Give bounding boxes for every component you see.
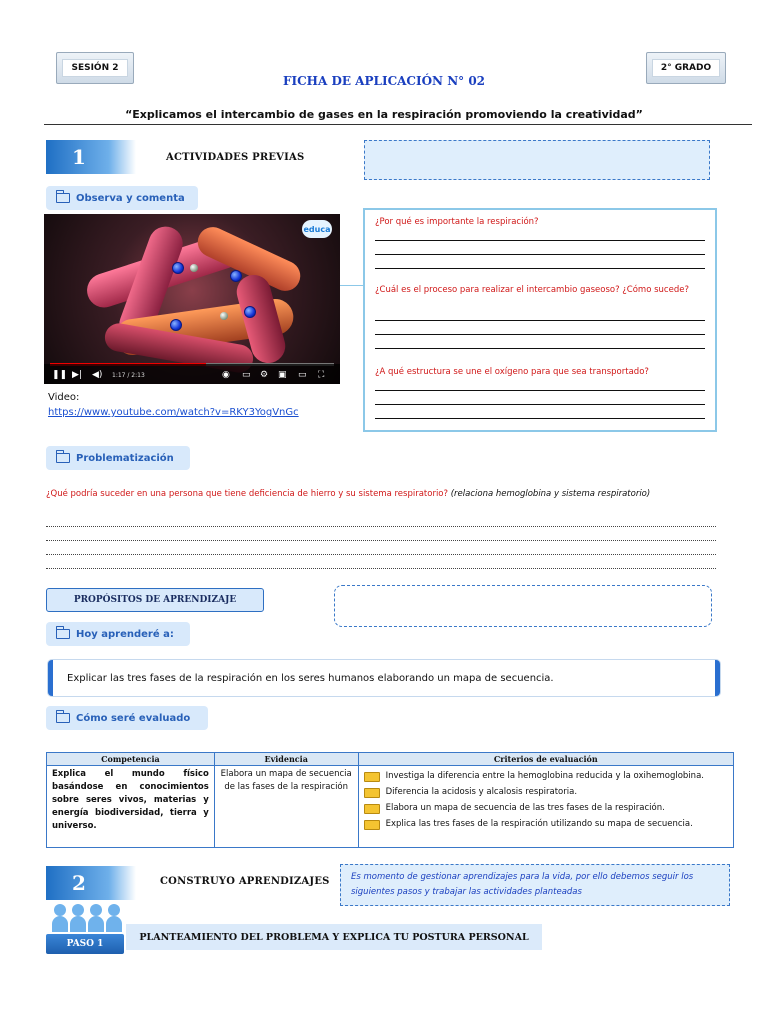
section-number-1: 1 bbox=[46, 140, 136, 174]
answer-line[interactable] bbox=[375, 418, 705, 419]
folder-icon bbox=[364, 788, 380, 798]
answer-line[interactable] bbox=[375, 254, 705, 255]
section-title-build-learning: CONSTRUYO APRENDIZAJES bbox=[160, 876, 330, 887]
question-2: ¿Cuál es el proceso para realizar el intercambio gaseoso? ¿Cómo sucede? bbox=[375, 285, 689, 295]
answer-line[interactable] bbox=[46, 554, 716, 555]
criterion-text: Elabora un mapa de secuencia de las tres fases de la respiración. bbox=[385, 803, 665, 813]
criterion-item bbox=[364, 786, 728, 799]
learn-tag bbox=[46, 622, 190, 646]
iron-atom bbox=[190, 264, 198, 272]
step-1-title: PLANTEAMIENTO DEL PROBLEMA Y EXPLICA TU POSTURA PERSONAL bbox=[126, 924, 542, 950]
answer-line[interactable] bbox=[375, 240, 705, 241]
session-label: SESIÓN 2 bbox=[62, 59, 127, 77]
iron-atom bbox=[220, 312, 228, 320]
people-icon bbox=[88, 904, 104, 932]
questions-panel bbox=[363, 208, 717, 432]
subtitles-icon[interactable]: ▭ bbox=[242, 370, 251, 380]
problem-question-text: ¿Qué podría suceder en una persona que tiene deficiencia de hierro y su sistema respiratorio? bbox=[46, 489, 449, 499]
table-row bbox=[47, 766, 734, 848]
folder-icon bbox=[364, 772, 380, 782]
section-1-note-box bbox=[364, 140, 710, 180]
folder-icon bbox=[56, 629, 70, 639]
folder-icon bbox=[364, 804, 380, 814]
video-player[interactable] bbox=[44, 214, 340, 384]
criterion-item bbox=[364, 802, 728, 815]
people-icon bbox=[70, 904, 86, 932]
people-icon bbox=[106, 904, 122, 932]
problem-tag-label: Problematización bbox=[76, 452, 174, 464]
purposes-note-box bbox=[334, 585, 712, 627]
answer-line[interactable] bbox=[375, 320, 705, 321]
section-number-2: 2 bbox=[46, 866, 136, 900]
people-icon bbox=[52, 904, 68, 932]
folder-icon bbox=[56, 453, 70, 463]
volume-icon[interactable]: ◀) bbox=[92, 370, 103, 380]
learning-goal: Explicar las tres fases de la respiración en los seres humanos elaborando un mapa de secuencia. bbox=[48, 660, 720, 696]
problem-question bbox=[46, 487, 726, 502]
page-title: FICHA DE APLICACIÓN N° 02 bbox=[282, 74, 486, 88]
oxygen-molecule bbox=[230, 270, 242, 282]
answer-line[interactable] bbox=[375, 268, 705, 269]
title-divider bbox=[44, 124, 752, 125]
problem-hint: (relaciona hemoglobina y sistema respiratorio) bbox=[450, 489, 651, 499]
criterion-item bbox=[364, 770, 728, 783]
learn-tag-label: Hoy aprenderé a: bbox=[76, 628, 174, 640]
grade-label: 2° GRADO bbox=[652, 59, 720, 77]
column-header-criterios: Criterios de evaluación bbox=[358, 753, 733, 766]
oxygen-molecule bbox=[170, 319, 182, 331]
question-1: ¿Por qué es importante la respiración? bbox=[375, 217, 539, 227]
criterios-cell bbox=[358, 766, 733, 848]
evaluation-table bbox=[46, 752, 734, 848]
folder-icon bbox=[56, 713, 70, 723]
criterion-text: Investiga la diferencia entre la hemoglobina reducida y la oxihemoglobina. bbox=[385, 771, 704, 781]
video-link[interactable]: https://www.youtube.com/watch?v=RKY3YogVnGc bbox=[48, 407, 299, 418]
autoplay-toggle[interactable]: ◉ bbox=[222, 370, 230, 380]
fullscreen-icon[interactable]: ⛶ bbox=[318, 370, 325, 380]
section-title-previous-activities: ACTIVIDADES PREVIAS bbox=[166, 152, 305, 163]
miniplayer-icon[interactable]: ▣ bbox=[278, 370, 287, 380]
connector-line bbox=[340, 285, 363, 286]
column-header-competencia: Competencia bbox=[47, 753, 215, 766]
competencia-cell: Explica el mundo físico basándose en conocimientos sobre seres vivos, materias y energía biodiversidad, tierra y universo. bbox=[47, 766, 215, 848]
page-subtitle: “Explicamos el intercambio de gases en la respiración promoviendo la creatividad” bbox=[125, 108, 643, 121]
criterion-text: Diferencia la acidosis y alcalosis respiratoria. bbox=[385, 787, 578, 797]
steps-note: Es momento de gestionar aprendizajes para la vida, por ello debemos seguir los siguientes pasos y trabajar las actividades planteadas bbox=[340, 864, 730, 906]
play-pause-icon[interactable]: ❚❚ bbox=[52, 370, 68, 380]
answer-line[interactable] bbox=[375, 334, 705, 335]
video-time: 1:17 / 2:13 bbox=[112, 372, 145, 379]
video-controls bbox=[44, 364, 340, 384]
question-3: ¿A qué estructura se une el oxígeno para que sea transportado? bbox=[375, 367, 649, 377]
answer-line[interactable] bbox=[375, 404, 705, 405]
evidencia-cell: Elabora un mapa de secuencia de las fases de la respiración bbox=[214, 766, 358, 848]
folder-icon bbox=[364, 820, 380, 830]
settings-icon[interactable]: ⚙ bbox=[260, 370, 269, 380]
answer-line[interactable] bbox=[375, 390, 705, 391]
answer-line[interactable] bbox=[46, 526, 716, 527]
next-icon[interactable]: ▶| bbox=[72, 370, 82, 380]
step-1-badge: PASO 1 bbox=[46, 934, 124, 954]
purposes-heading: PROPÓSITOS DE APRENDIZAJE bbox=[46, 588, 264, 612]
video-label: Video: bbox=[48, 392, 80, 403]
answer-line[interactable] bbox=[46, 568, 716, 569]
criterion-item bbox=[364, 818, 728, 831]
video-channel-logo: educa bbox=[302, 220, 332, 238]
observe-tag bbox=[46, 186, 198, 210]
answer-line[interactable] bbox=[375, 348, 705, 349]
oxygen-molecule bbox=[244, 306, 256, 318]
observe-tag-label: Observa y comenta bbox=[76, 192, 185, 204]
column-header-evidencia: Evidencia bbox=[214, 753, 358, 766]
table-header-row bbox=[47, 753, 734, 766]
criterion-text: Explica las tres fases de la respiración utilizando su mapa de secuencia. bbox=[385, 819, 693, 829]
oxygen-molecule bbox=[172, 262, 184, 274]
problem-tag bbox=[46, 446, 190, 470]
evaluation-tag-label: Cómo seré evaluado bbox=[76, 712, 191, 724]
evaluation-tag bbox=[46, 706, 208, 730]
theater-icon[interactable]: ▭ bbox=[298, 370, 307, 380]
answer-line[interactable] bbox=[46, 540, 716, 541]
folder-icon bbox=[56, 193, 70, 203]
